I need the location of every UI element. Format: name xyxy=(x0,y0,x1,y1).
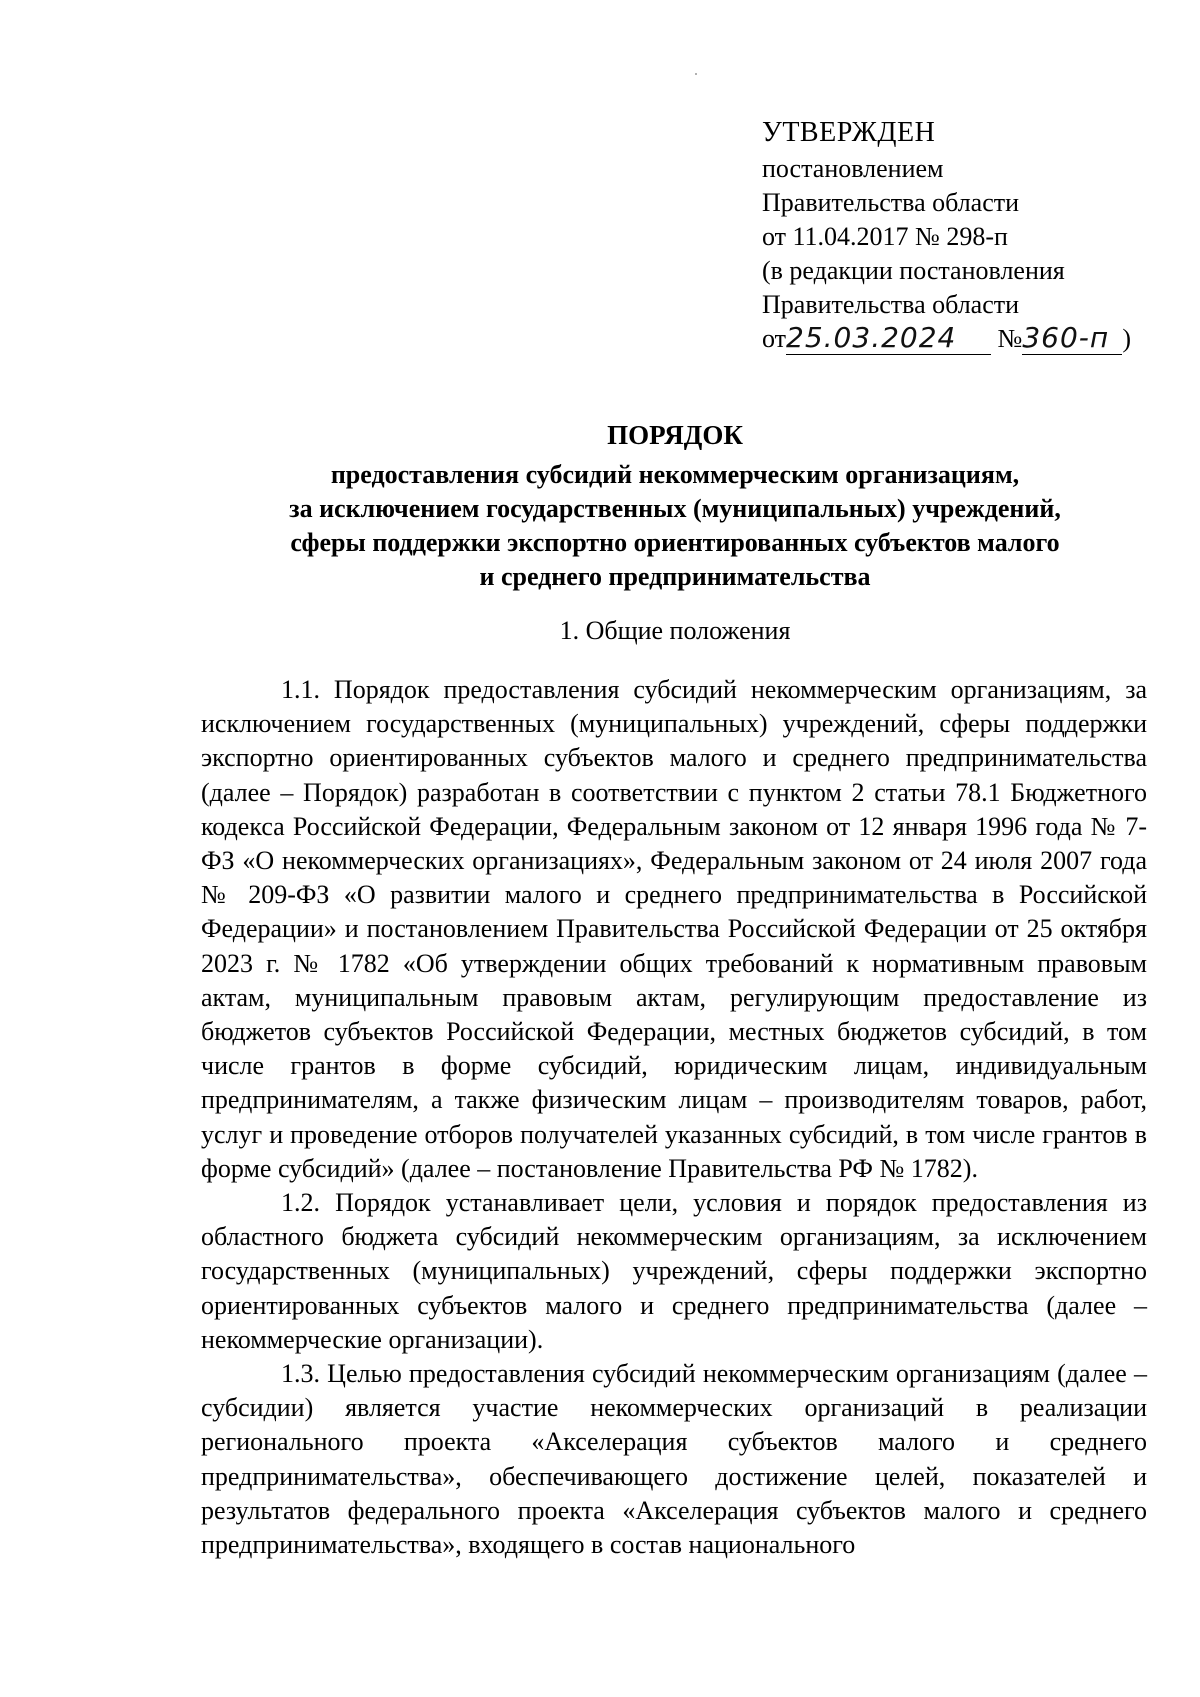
handwritten-date: 25.03.2024 xyxy=(786,321,957,354)
approval-stamp-block xyxy=(762,116,1182,362)
approval-line-edition: (в редакции постановления xyxy=(762,256,1065,285)
title-subtitle: предоставления субсидий некоммерческим организациям, за исключением государственных (муниципальных) учреждений, сферы поддержки экспортно ориентированных субъектов малого и среднего предпринимательства xyxy=(289,460,1061,591)
approval-line-amendment xyxy=(762,322,1182,362)
amendment-closing-paren: ) xyxy=(1122,324,1132,353)
amendment-number-prefix: № xyxy=(997,324,1023,353)
paragraph-1-1: 1.1. Порядок предоставления субсидий некоммерческим организациям, за исключением государственных (муниципальных) учреждений, сферы поддержки экспортно ориентированных субъектов малого и среднего предпринимательства (далее – Порядок) разработан в соответствии с пунктом 2 статьи 78.1 Бюджетного кодекса Российской Федерации, Федеральным законом от 12 января 1996 года № 7-ФЗ «О некоммерческих организациях», Федеральным законом от 24 июля 2007 года № 209-ФЗ «О развитии малого и среднего предпринимательства в Российской Федерации» и постановлением Правительства Российской Федерации от 25 октября 2023 г. № 1782 «Об утверждении общих требований к нормативным правовым актам, муниципальным правовым актам, регулирующим предоставление из бюджетов субъектов Российской Федерации, местных бюджетов субсидий, в том числе грантов в форме субсидий, юридическим лицам, индивидуальным предпринимателям, а также физическим лицам – производителям товаров, работ, услуг и проведение отборов получателей указанных субсидий, в том числе грантов в форме субсидий» (далее – постановление Правительства РФ № 1782). xyxy=(201,675,1147,1183)
document-title xyxy=(200,418,1150,594)
paragraph-1-3: 1.3. Целью предоставления субсидий некоммерческим организациям (далее – субсидии) является участие некоммерческих организаций в реализации регионального проекта «Акселерация субъектов малого и среднего предпринимательства», обеспечивающего достижение целей, показателей и результатов федерального проекта «Акселерация субъектов малого и среднего предпринимательства», входящего в состав национального xyxy=(201,1359,1147,1560)
approval-line-government-2: Правительства области xyxy=(762,290,1020,319)
section-heading: 1. Общие положения xyxy=(559,616,791,645)
approval-line-government: Правительства области xyxy=(762,188,1020,217)
paragraph-1-2: 1.2. Порядок устанавливает цели, условия и порядок предоставления из областного бюджета субсидий некоммерческим организациям, за исключением государственных (муниципальных) учреждений, сферы поддержки экспортно ориентированных субъектов малого и среднего предпринимательства (далее – некоммерческие организации). xyxy=(201,1188,1147,1354)
amendment-date-field xyxy=(786,323,991,355)
scan-speck xyxy=(695,73,697,75)
approval-heading: УТВЕРЖДЕН xyxy=(762,117,936,148)
amendment-number-field xyxy=(1022,323,1122,355)
document-body xyxy=(201,673,1147,1562)
title-main: ПОРЯДОК xyxy=(607,420,743,450)
approval-line-decree: постановлением xyxy=(762,154,944,183)
handwritten-number: 360-п xyxy=(1022,321,1110,354)
amendment-from-prefix: от xyxy=(762,324,787,353)
approval-line-original-date: от 11.04.2017 № 298-п xyxy=(762,222,1008,251)
